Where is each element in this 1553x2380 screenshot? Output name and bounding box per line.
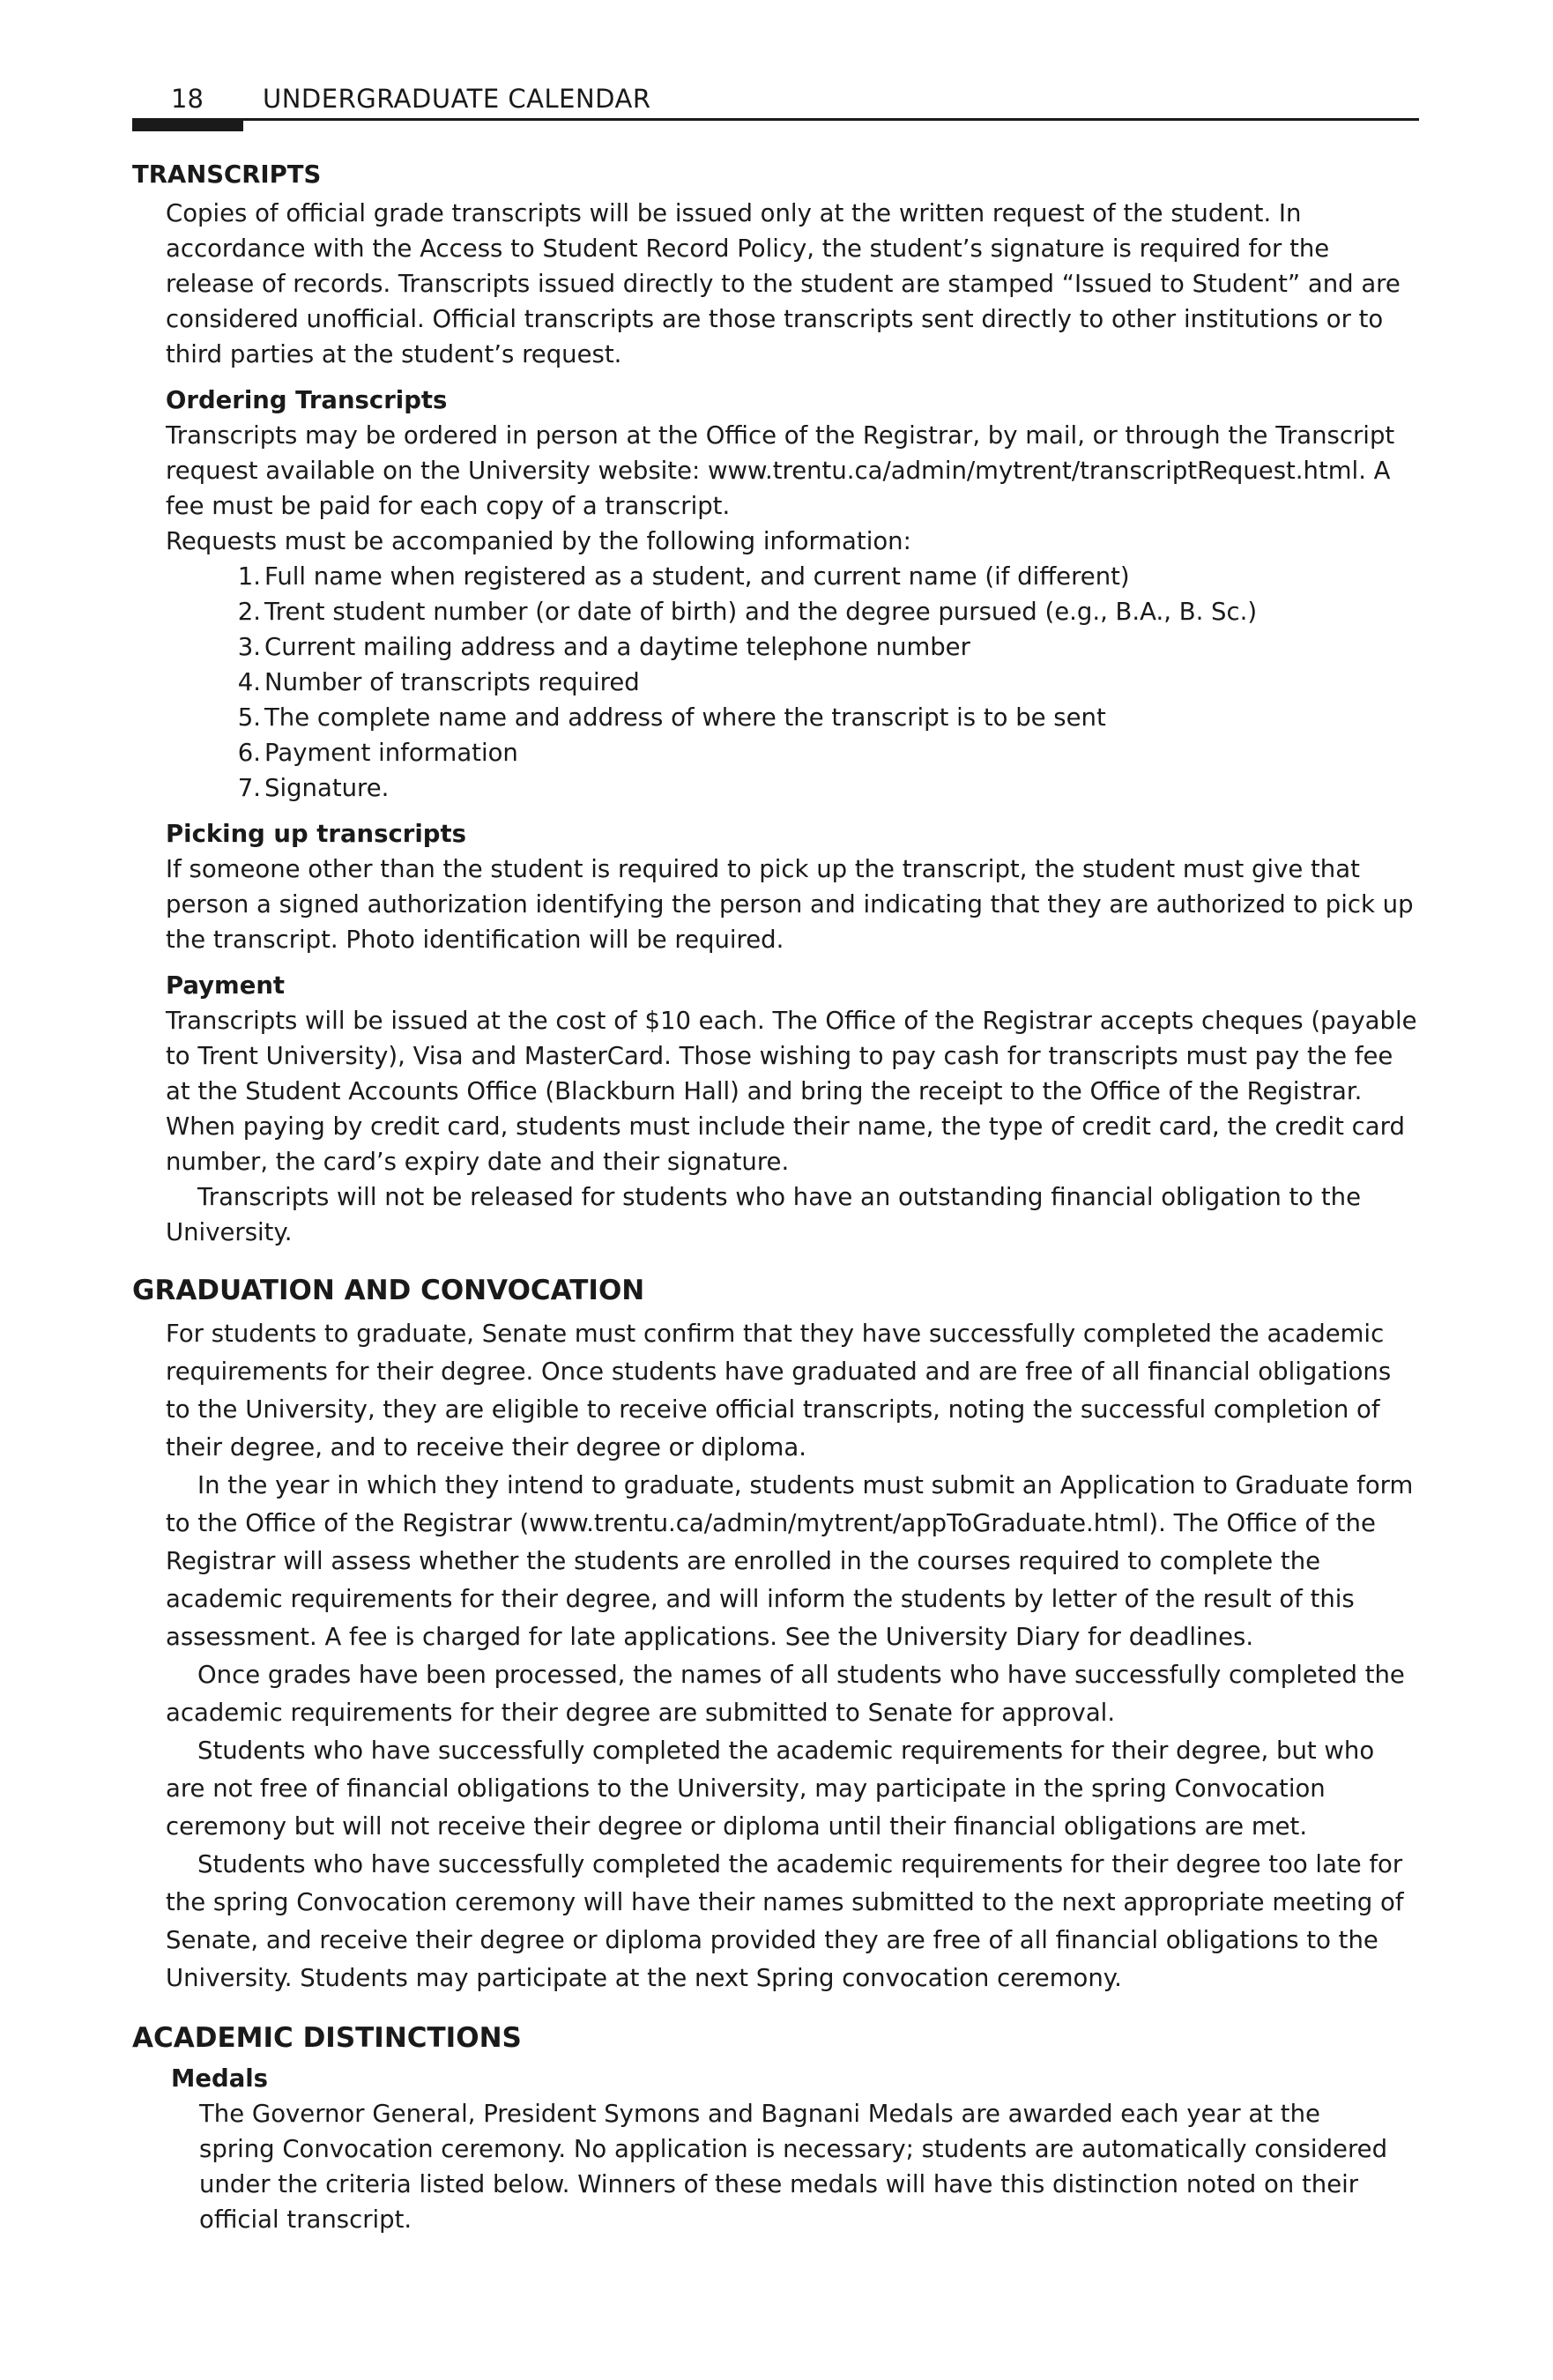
- payment-body-2: Transcripts will not be released for students who have an outstanding financial obligation to the University.: [166, 1183, 1361, 1246]
- ordering-list-intro: Requests must be accompanied by the following information:: [166, 527, 911, 555]
- list-item: [237, 629, 1419, 665]
- list-item-number: 5.: [237, 703, 261, 732]
- page-content: [132, 157, 1419, 2237]
- transcripts-intro: Copies of official grade transcripts will be issued only at the written request of the student. In accordance with the Access to Student Record Policy, the student’s signature is required for the release of records. Transcripts issued directly to the student are stamped “Issued to Student” and are considered unofficial. Official transcripts are those transcripts sent directly to other institutions or to third parties at the student’s request.: [166, 199, 1401, 368]
- page-number: 18: [171, 84, 204, 114]
- list-item-number: 7.: [237, 774, 261, 802]
- list-item-text: Signature.: [264, 774, 390, 802]
- list-item-number: 3.: [237, 633, 261, 661]
- subheading-payment: Payment: [166, 971, 286, 1000]
- subheading-medals: Medals: [171, 2064, 269, 2093]
- list-item-text: The complete name and address of where the transcript is to be sent: [264, 703, 1106, 732]
- section-transcripts: [132, 157, 1419, 1250]
- list-item-text: Payment information: [264, 739, 518, 767]
- list-item-number: 1.: [237, 562, 261, 591]
- section-heading-distinctions: ACADEMIC DISTINCTIONS: [132, 2022, 522, 2054]
- header-tab-marker: [132, 118, 243, 131]
- graduation-paragraph: Students who have successfully completed the academic requirements for their degree, but who are not free of financial obligations to the University, may participate in the spring Convocation ceremony but will not receive their degree or diploma until their financial obligations are met.: [166, 1737, 1375, 1841]
- payment-body: Transcripts will be issued at the cost of $10 each. The Office of the Registrar accepts cheques (payable to Trent University), Visa and MasterCard. Those wishing to pay cash for transcripts must pay the fee at the Student Accounts Office (Blackburn Hall) and bring the receipt to the Office of the Registrar. When paying by credit card, students must include their name, the type of credit card, the credit card number, the card’s expiry date and their signature.: [166, 1007, 1417, 1176]
- running-title: UNDERGRADUATE CALENDAR: [263, 84, 651, 114]
- header-rule: [132, 118, 1419, 121]
- list-item: [237, 700, 1419, 735]
- section-academic-distinctions: [132, 2019, 1419, 2237]
- page-header: [132, 81, 1419, 122]
- ordering-body: Transcripts may be ordered in person at the Office of the Registrar, by mail, or through the Transcript request available on the University website: www.trentu.ca/admin/mytrent/transcriptRequest.html. A fee must be paid for each copy of a transcript.: [166, 421, 1395, 520]
- graduation-paragraph: In the year in which they intend to graduate, students must submit an Application to Graduate form to the Office of the Registrar (www.trentu.ca/admin/mytrent/appToGraduate.html). The Office of the Registrar will assess whether the students are enrolled in the courses required to complete the academic requirements for their degree, and will inform the students by letter of the result of this assessment. A fee is charged for late applications. See the University Diary for deadlines.: [166, 1471, 1414, 1651]
- list-item-number: 2.: [237, 598, 261, 626]
- ordering-requirements-list: [132, 559, 1419, 806]
- list-item: [237, 594, 1419, 629]
- list-item: [237, 735, 1419, 770]
- subheading-ordering-transcripts: Ordering Transcripts: [166, 386, 448, 414]
- list-item-text: Trent student number (or date of birth) and the degree pursued (e.g., B.A., B. Sc.): [264, 598, 1258, 626]
- section-heading-graduation: GRADUATION AND CONVOCATION: [132, 1275, 645, 1306]
- list-item-number: 6.: [237, 739, 261, 767]
- pickup-body: If someone other than the student is required to pick up the transcript, the student must give that person a signed authorization identifying the person and indicating that they are authorized to pick up the transcript. Photo identification will be required.: [166, 855, 1414, 954]
- section-graduation: [132, 1271, 1419, 1997]
- graduation-paragraph: Once grades have been processed, the names of all students who have successfully completed the academic requirements for their degree are submitted to Senate for approval.: [166, 1661, 1405, 1727]
- list-item: [237, 770, 1419, 806]
- list-item-text: Current mailing address and a daytime telephone number: [264, 633, 970, 661]
- subheading-picking-up: Picking up transcripts: [166, 820, 466, 848]
- medals-body: The Governor General, President Symons and Bagnani Medals are awarded each year at the spring Convocation ceremony. No application is necessary; students are automatically considered under the criteria listed below. Winners of these medals will have this distinction noted on their official transcript.: [199, 2100, 1388, 2234]
- graduation-paragraph: Students who have successfully completed the academic requirements for their degree too late for the spring Convocation ceremony will have their names submitted to the next appropriate meeting of Senate, and receive their degree or diploma provided they are free of all financial obligations to the University. Students may participate at the next Spring convocation ceremony.: [166, 1850, 1404, 1992]
- section-heading-transcripts: TRANSCRIPTS: [132, 160, 322, 189]
- list-item-text: Full name when registered as a student, and current name (if different): [264, 562, 1130, 591]
- list-item-text: Number of transcripts required: [264, 668, 640, 696]
- list-item-number: 4.: [237, 668, 261, 696]
- list-item: [237, 559, 1419, 594]
- graduation-paragraph: For students to graduate, Senate must confirm that they have successfully completed the academic requirements for their degree. Once students have graduated and are free of all financial obligations to the University, they are eligible to receive official transcripts, noting the successful completion of their degree, and to receive their degree or diploma.: [166, 1320, 1392, 1461]
- list-item: [237, 665, 1419, 700]
